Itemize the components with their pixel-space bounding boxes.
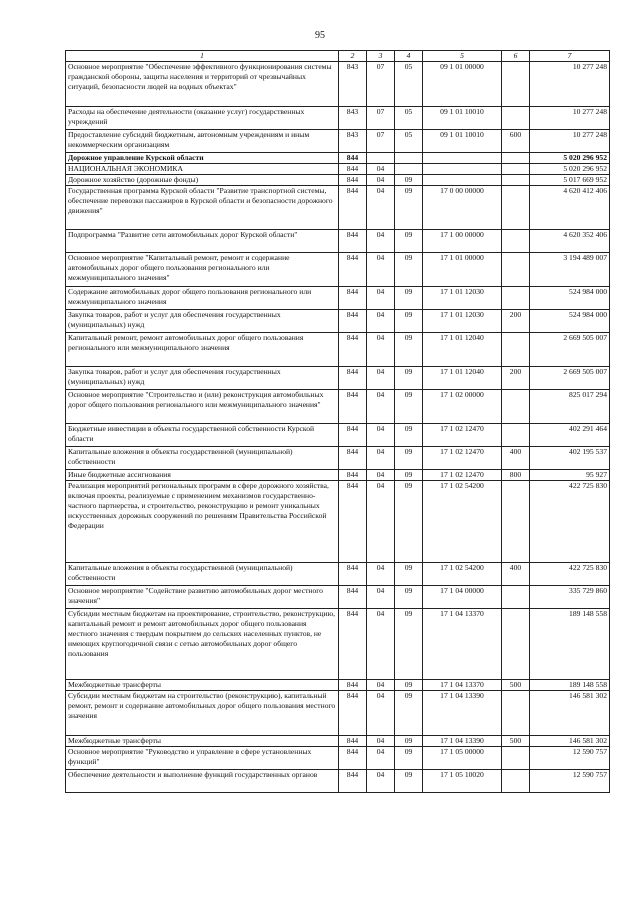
item-name: Межбюджетные трансферты — [66, 736, 339, 747]
column-header: 6 — [502, 51, 530, 62]
item-name: Закупка товаров, работ и услуг для обеспечения государственных (муниципальных) нужд — [66, 367, 339, 390]
item-name: Дорожное хозяйство (дорожные фонды) — [66, 175, 339, 186]
column-header: 3 — [367, 51, 395, 62]
expense-type-code — [502, 424, 530, 447]
table-row — [66, 107, 610, 130]
table-row — [66, 130, 610, 153]
target-article-code: 17 1 05 10020 — [423, 770, 502, 793]
target-article-code: 17 1 02 12470 — [423, 424, 502, 447]
expense-type-code — [502, 481, 530, 563]
amount: 12 590 757 — [530, 747, 610, 770]
target-article-code: 17 1 04 13390 — [423, 736, 502, 747]
item-name: Предоставление субсидий бюджетным, автономным учреждениям и иным некоммерческим организациям — [66, 130, 339, 153]
section-code: 04 — [367, 367, 395, 390]
expense-type-code — [502, 333, 530, 367]
expense-type-code — [502, 230, 530, 253]
amount: 2 669 505 007 — [530, 367, 610, 390]
item-name: Основное мероприятие "Строительство и (или) реконструкция автомобильных дорог общего пользования регионального или межмуниципального значения" — [66, 390, 339, 424]
item-name: Субсидии местным бюджетам на строительство (реконструкцию), капитальный ремонт, ремонт и содержание автомобильных дорог общего пользования местного значения — [66, 691, 339, 736]
subsection-code: 09 — [395, 680, 423, 691]
subsection-code: 09 — [395, 424, 423, 447]
amount: 10 277 248 — [530, 62, 610, 107]
ministry-code: 844 — [339, 424, 367, 447]
table-row — [66, 736, 610, 747]
section-code: 04 — [367, 736, 395, 747]
subsection-code: 09 — [395, 770, 423, 793]
amount: 524 984 000 — [530, 310, 610, 333]
item-name: Подпрограмма "Развитие сети автомобильных дорог Курской области" — [66, 230, 339, 253]
ministry-code: 844 — [339, 164, 367, 175]
amount: 10 277 248 — [530, 130, 610, 153]
ministry-code: 844 — [339, 390, 367, 424]
ministry-code: 844 — [339, 691, 367, 736]
subsection-code: 09 — [395, 186, 423, 230]
target-article-code: 17 1 02 12470 — [423, 470, 502, 481]
amount: 189 148 558 — [530, 609, 610, 680]
budget-table — [65, 50, 610, 793]
expense-type-code — [502, 153, 530, 164]
ministry-code: 844 — [339, 747, 367, 770]
expense-type-code — [502, 62, 530, 107]
table-row — [66, 691, 610, 736]
section-code: 04 — [367, 470, 395, 481]
amount: 12 590 757 — [530, 770, 610, 793]
section-code: 04 — [367, 680, 395, 691]
column-header: 5 — [423, 51, 502, 62]
section-code: 04 — [367, 770, 395, 793]
subsection-code: 09 — [395, 367, 423, 390]
expense-type-code — [502, 287, 530, 310]
table-row — [66, 680, 610, 691]
amount: 825 017 294 — [530, 390, 610, 424]
target-article-code: 17 1 01 12040 — [423, 333, 502, 367]
item-name: Капитальные вложения в объекты государственной (муниципальной) собственности — [66, 563, 339, 586]
target-article-code: 09 1 01 10010 — [423, 107, 502, 130]
target-article-code: 17 1 01 00000 — [423, 253, 502, 287]
amount: 146 581 302 — [530, 691, 610, 736]
amount: 146 581 302 — [530, 736, 610, 747]
subsection-code: 09 — [395, 447, 423, 470]
subsection-code: 05 — [395, 107, 423, 130]
header-row — [66, 51, 610, 62]
amount: 402 195 537 — [530, 447, 610, 470]
target-article-code: 17 1 05 00000 — [423, 747, 502, 770]
expense-type-code — [502, 107, 530, 130]
subsection-code: 05 — [395, 130, 423, 153]
subsection-code: 09 — [395, 470, 423, 481]
section-code: 04 — [367, 390, 395, 424]
section-code: 04 — [367, 586, 395, 609]
target-article-code: 17 1 02 12470 — [423, 447, 502, 470]
item-name: Субсидии местным бюджетам на проектирование, строительство, реконструкцию, капитальный ремонт и ремонт автомобильных дорог общего пользования местного значения с твердым покрытием до сельских населенных пунктов, не имеющих круглогодичной связи с сетью автомобильных дорог общего пользования — [66, 609, 339, 680]
target-article-code: 17 1 04 13370 — [423, 609, 502, 680]
target-article-code: 17 0 00 00000 — [423, 186, 502, 230]
section-code: 04 — [367, 230, 395, 253]
item-name: Основное мероприятие "Содействие развитию автомобильных дорог местного значения" — [66, 586, 339, 609]
ministry-code: 844 — [339, 770, 367, 793]
expense-type-code — [502, 747, 530, 770]
section-code: 04 — [367, 287, 395, 310]
target-article-code: 17 1 01 12030 — [423, 287, 502, 310]
ministry-code: 843 — [339, 62, 367, 107]
section-code: 07 — [367, 107, 395, 130]
column-header: 1 — [66, 51, 339, 62]
item-name: Межбюджетные трансферты — [66, 680, 339, 691]
table-row — [66, 230, 610, 253]
ministry-code: 844 — [339, 253, 367, 287]
section-code: 04 — [367, 253, 395, 287]
expense-type-code — [502, 609, 530, 680]
table-row — [66, 470, 610, 481]
expense-type-code: 400 — [502, 563, 530, 586]
section-code: 04 — [367, 609, 395, 680]
table-row — [66, 390, 610, 424]
table-row — [66, 447, 610, 470]
section-code: 04 — [367, 333, 395, 367]
expense-type-code — [502, 691, 530, 736]
section-code: 07 — [367, 62, 395, 107]
amount: 4 620 352 406 — [530, 230, 610, 253]
amount: 10 277 248 — [530, 107, 610, 130]
target-article-code: 17 1 02 00000 — [423, 390, 502, 424]
table-row — [66, 186, 610, 230]
section-code: 07 — [367, 130, 395, 153]
expense-type-code — [502, 164, 530, 175]
table-row — [66, 333, 610, 367]
ministry-code: 844 — [339, 736, 367, 747]
expense-type-code — [502, 253, 530, 287]
subsection-code: 09 — [395, 175, 423, 186]
ministry-code: 844 — [339, 680, 367, 691]
expense-type-code: 200 — [502, 310, 530, 333]
subsection-code: 09 — [395, 230, 423, 253]
expense-type-code: 500 — [502, 736, 530, 747]
target-article-code: 09 1 01 10010 — [423, 130, 502, 153]
section-code: 04 — [367, 481, 395, 563]
subsection-code: 09 — [395, 333, 423, 367]
subsection-code: 09 — [395, 609, 423, 680]
target-article-code: 17 1 04 00000 — [423, 586, 502, 609]
item-name: Государственная программа Курской области "Развитие транспортной системы, обеспечение перевозки пассажиров в Курской области и безопасности дорожного движения" — [66, 186, 339, 230]
item-name: Расходы на обеспечение деятельности (оказание услуг) государственных учреждений — [66, 107, 339, 130]
item-name: Основное мероприятие "Руководство и управление в сфере установленных функций" — [66, 747, 339, 770]
section-code: 04 — [367, 563, 395, 586]
item-name: Дорожное управление Курской области — [66, 153, 339, 164]
ministry-code: 844 — [339, 333, 367, 367]
amount: 5 017 669 952 — [530, 175, 610, 186]
expense-type-code: 200 — [502, 367, 530, 390]
amount: 95 927 — [530, 470, 610, 481]
item-name: Капитальные вложения в объекты государственной (муниципальной) собственности — [66, 447, 339, 470]
subsection-code: 05 — [395, 62, 423, 107]
expense-type-code — [502, 770, 530, 793]
ministry-code: 844 — [339, 586, 367, 609]
item-name: Бюджетные инвестиции в объекты государственной собственности Курской области — [66, 424, 339, 447]
table-row — [66, 287, 610, 310]
table-row — [66, 175, 610, 186]
item-name: НАЦИОНАЛЬНАЯ ЭКОНОМИКА — [66, 164, 339, 175]
ministry-code: 844 — [339, 563, 367, 586]
ministry-code: 844 — [339, 481, 367, 563]
target-article-code: 17 1 00 00000 — [423, 230, 502, 253]
target-article-code: 17 1 01 12030 — [423, 310, 502, 333]
column-header: 4 — [395, 51, 423, 62]
ministry-code: 844 — [339, 287, 367, 310]
item-name: Обеспечение деятельности и выполнение функций государственных органов — [66, 770, 339, 793]
subsection-code: 09 — [395, 390, 423, 424]
table-row — [66, 253, 610, 287]
target-article-code: 17 1 02 54200 — [423, 563, 502, 586]
table-row — [66, 609, 610, 680]
expense-type-code: 800 — [502, 470, 530, 481]
section-code: 04 — [367, 186, 395, 230]
subsection-code: 09 — [395, 310, 423, 333]
column-header: 7 — [530, 51, 610, 62]
section-code: 04 — [367, 175, 395, 186]
expense-type-code — [502, 390, 530, 424]
subsection-code — [395, 153, 423, 164]
section-code: 04 — [367, 424, 395, 447]
ministry-code: 844 — [339, 175, 367, 186]
expense-type-code — [502, 186, 530, 230]
column-header: 2 — [339, 51, 367, 62]
table-row — [66, 586, 610, 609]
ministry-code: 844 — [339, 609, 367, 680]
ministry-code: 843 — [339, 107, 367, 130]
subsection-code: 09 — [395, 747, 423, 770]
table-row — [66, 481, 610, 563]
section-code: 04 — [367, 447, 395, 470]
target-article-code: 17 1 01 12040 — [423, 367, 502, 390]
amount: 402 291 464 — [530, 424, 610, 447]
table-row — [66, 367, 610, 390]
target-article-code — [423, 164, 502, 175]
amount: 524 984 000 — [530, 287, 610, 310]
subsection-code: 09 — [395, 691, 423, 736]
target-article-code: 09 1 01 00000 — [423, 62, 502, 107]
expense-type-code: 500 — [502, 680, 530, 691]
item-name: Капитальный ремонт, ремонт автомобильных дорог общего пользования регионального или межмуниципального значения — [66, 333, 339, 367]
amount: 189 148 558 — [530, 680, 610, 691]
item-name: Иные бюджетные ассигнования — [66, 470, 339, 481]
table-row — [66, 424, 610, 447]
ministry-code: 844 — [339, 153, 367, 164]
section-code — [367, 153, 395, 164]
ministry-code: 844 — [339, 186, 367, 230]
table-row — [66, 164, 610, 175]
target-article-code: 17 1 04 13390 — [423, 691, 502, 736]
subsection-code: 09 — [395, 586, 423, 609]
expense-type-code: 400 — [502, 447, 530, 470]
ministry-code: 844 — [339, 230, 367, 253]
ministry-code: 844 — [339, 310, 367, 333]
section-code: 04 — [367, 691, 395, 736]
item-name: Содержание автомобильных дорог общего пользования регионального или межмуниципального значения — [66, 287, 339, 310]
item-name: Реализация мероприятий региональных программ в сфере дорожного хозяйства, включая проекты, реализуемые с применением механизмов государственно-частного партнерства, и строительство, реконструкцию и ремонт уникальных искусственных дорожных сооружений по решениям Правительства Российской Федерации — [66, 481, 339, 563]
table-body — [66, 62, 610, 793]
amount: 422 725 830 — [530, 481, 610, 563]
amount: 2 669 505 007 — [530, 333, 610, 367]
table-row — [66, 747, 610, 770]
table-row — [66, 310, 610, 333]
ministry-code: 843 — [339, 130, 367, 153]
subsection-code: 09 — [395, 481, 423, 563]
subsection-code: 09 — [395, 736, 423, 747]
section-code: 04 — [367, 164, 395, 175]
ministry-code: 844 — [339, 470, 367, 481]
target-article-code — [423, 153, 502, 164]
ministry-code: 844 — [339, 367, 367, 390]
section-code: 04 — [367, 747, 395, 770]
amount: 4 620 412 406 — [530, 186, 610, 230]
subsection-code: 09 — [395, 563, 423, 586]
amount: 5 020 296 952 — [530, 164, 610, 175]
expense-type-code — [502, 586, 530, 609]
item-name: Основное мероприятие "Капитальный ремонт, ремонт и содержание автомобильных дорог общего пользования регионального или межмуниципального значения" — [66, 253, 339, 287]
item-name: Основное мероприятие "Обеспечение эффективного функционирования системы гражданской обороны, защиты населения и территорий от чрезвычайных ситуаций, безопасности людей на водных объектах" — [66, 62, 339, 107]
expense-type-code — [502, 175, 530, 186]
table-row — [66, 563, 610, 586]
expense-type-code: 600 — [502, 130, 530, 153]
subsection-code: 09 — [395, 287, 423, 310]
item-name: Закупка товаров, работ и услуг для обеспечения государственных (муниципальных) нужд — [66, 310, 339, 333]
table-row — [66, 62, 610, 107]
target-article-code: 17 1 02 54200 — [423, 481, 502, 563]
amount: 335 729 860 — [530, 586, 610, 609]
subsection-code: 09 — [395, 253, 423, 287]
target-article-code — [423, 175, 502, 186]
ministry-code: 844 — [339, 447, 367, 470]
page-number: 95 — [315, 30, 325, 41]
amount: 422 725 830 — [530, 563, 610, 586]
section-code: 04 — [367, 310, 395, 333]
amount: 5 020 296 952 — [530, 153, 610, 164]
subsection-code — [395, 164, 423, 175]
table-row — [66, 153, 610, 164]
amount: 3 194 489 007 — [530, 253, 610, 287]
table-row — [66, 770, 610, 793]
target-article-code: 17 1 04 13370 — [423, 680, 502, 691]
